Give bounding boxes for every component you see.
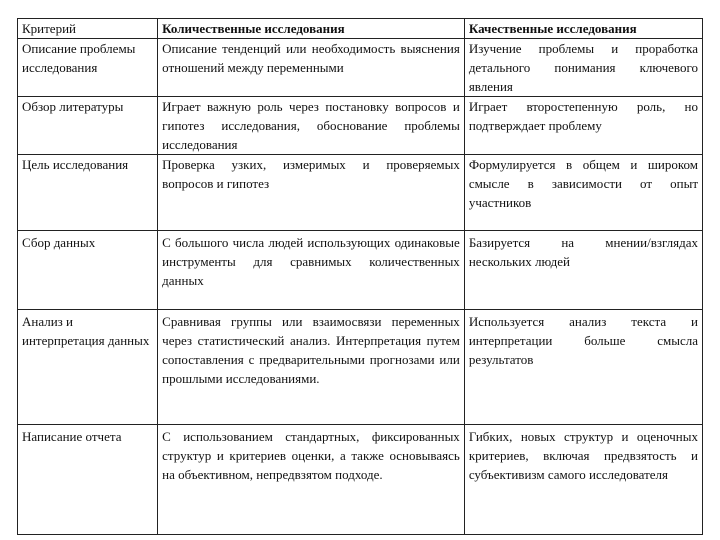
- table-row: [18, 231, 703, 310]
- criterion-cell: Сбор данных: [18, 231, 158, 310]
- table-row: [18, 310, 703, 425]
- criterion-cell: Обзор литературы: [18, 97, 158, 155]
- quantitative-cell: Проверка узких, измеримых и проверяемых вопросов и гипотез: [158, 155, 465, 231]
- header-quantitative: Количественные исследования: [158, 19, 465, 39]
- quantitative-cell: Описание тенденций или необходимость выяснения отношений между переменными: [158, 39, 465, 97]
- header-qualitative: Качественные исследования: [464, 19, 702, 39]
- qualitative-cell: Изучение проблемы и проработка детального понимания ключевого явления: [464, 39, 702, 97]
- table-row: [18, 39, 703, 97]
- table-row: [18, 97, 703, 155]
- criterion-cell: Описание проблемы исследования: [18, 39, 158, 97]
- table-row: [18, 425, 703, 535]
- quantitative-cell: С большого числа людей использующих одинаковые инструменты для сравнимых количественных данных: [158, 231, 465, 310]
- qualitative-cell: Играет второстепенную роль, но подтверждает проблему: [464, 97, 702, 155]
- qualitative-cell: Базируется на мнении/взглядах нескольких людей: [464, 231, 702, 310]
- header-criterion: Критерий: [18, 19, 158, 39]
- qualitative-cell: Гибких, новых структур и оценочных критериев, включая предвзятость и субъективизм самого исследователя: [464, 425, 702, 535]
- comparison-table: [17, 18, 703, 535]
- qualitative-cell: Используется анализ текста и интерпретации больше смысла результатов: [464, 310, 702, 425]
- qualitative-cell: Формулируется в общем и широком смысле в зависимости от опыт участников: [464, 155, 702, 231]
- table-row: [18, 155, 703, 231]
- criterion-cell: Анализ и интерпретация данных: [18, 310, 158, 425]
- quantitative-cell: Играет важную роль через постановку вопросов и гипотез исследования, обоснование проблемы исследования: [158, 97, 465, 155]
- criterion-cell: Написание отчета: [18, 425, 158, 535]
- quantitative-cell: С использованием стандартных, фиксированных структур и критериев оценки, а также основываясь на объективном, непредвзятом подходе.: [158, 425, 465, 535]
- quantitative-cell: Сравнивая группы или взаимосвязи переменных через статистический анализ. Интерпретация путем сопоставления с предварительными прогнозами или прошлыми исследованиями.: [158, 310, 465, 425]
- table-header-row: [18, 19, 703, 39]
- criterion-cell: Цель исследования: [18, 155, 158, 231]
